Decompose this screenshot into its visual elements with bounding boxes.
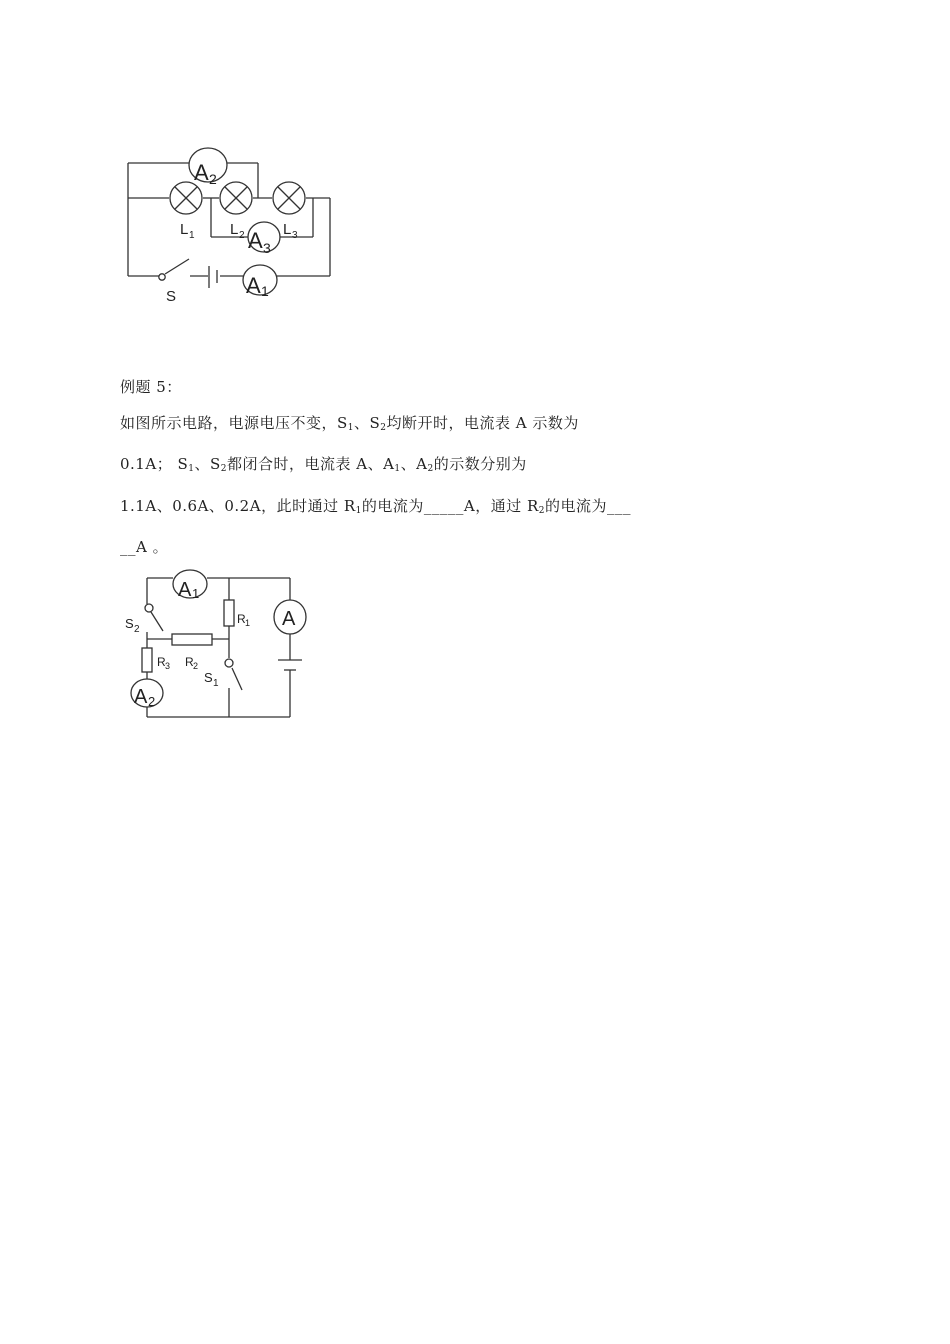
resistor-r2-label: R (185, 655, 194, 669)
ammeter-a2-subscript: 2 (209, 171, 217, 187)
resistor-r1-icon (224, 600, 234, 626)
lamp-l3-icon (273, 182, 305, 214)
example-line-4 (120, 537, 168, 557)
lamp-l2-label: L (230, 221, 239, 238)
example-line-2 (120, 454, 527, 479)
resistor-r3-icon (142, 648, 152, 672)
text-segment: 、S (354, 414, 381, 432)
subscript: 2 (380, 423, 387, 433)
ammeter-a2-subscript: 2 (148, 694, 156, 709)
text-segment: 、S (194, 455, 221, 473)
ammeter-a1-label: A (246, 273, 261, 298)
lamp-l2-icon (220, 182, 252, 214)
ammeter-a1-subscript: 1 (261, 283, 269, 299)
example-line-1 (120, 413, 579, 438)
ammeter-a3-subscript: 3 (263, 240, 271, 256)
example-heading (120, 377, 182, 397)
subscript: 1 (347, 423, 355, 433)
circuit-diagram-1 (0, 0, 950, 330)
ammeter-a-label: A (282, 608, 296, 630)
switch-s1-label: S (204, 670, 213, 685)
lamp-l1-label: L (180, 221, 189, 238)
ammeter-a3-label: A (248, 228, 263, 253)
text-segment: 的电流为_____A，通过 R (361, 497, 539, 515)
text-segment: 的示数分别为 (433, 455, 527, 473)
text-segment: 0.1A； S (120, 455, 189, 473)
ammeter-a2-label: A (134, 686, 148, 708)
text-segment: 的电流为___ (545, 497, 632, 515)
resistor-r2-icon (172, 634, 212, 645)
lamp-l3-subscript: 3 (292, 230, 298, 241)
ammeter-a2-label: A (194, 160, 209, 185)
text-segment: 如图所示电路，电源电压不变，S (120, 414, 348, 432)
text-segment: __A 。 (120, 538, 169, 556)
text-segment: 都闭合时，电流表 A、A (226, 455, 395, 473)
lamp-l1-icon (170, 182, 202, 214)
circuit-diagram-2 (0, 560, 950, 730)
switch-s-label: S (166, 288, 177, 305)
lamp-l2-subscript: 2 (239, 230, 245, 241)
subscript: 1 (394, 464, 401, 474)
subscript: 2 (427, 464, 434, 474)
subscript: 2 (220, 464, 227, 474)
switch-s2-label: S (125, 616, 134, 631)
resistor-r3-label: R (157, 655, 166, 669)
example-heading-text: 例题 5： (120, 378, 182, 396)
text-segment: 均断开时，电流表 A 示数为 (386, 414, 579, 432)
text-segment: 、A (400, 455, 428, 473)
lamp-l1-subscript: 1 (189, 230, 195, 241)
subscript: 1 (188, 464, 195, 474)
text-segment: 1.1A、0.6A、0.2A，此时通过 R (120, 497, 356, 515)
switch-s2-subscript: 2 (134, 624, 140, 635)
ammeter-a1-subscript: 1 (192, 586, 200, 601)
resistor-r3-subscript: 3 (165, 661, 171, 671)
example-line-3 (120, 496, 631, 521)
resistor-r2-subscript: 2 (193, 661, 199, 671)
lamp-l3-label: L (283, 221, 292, 238)
subscript: 1 (355, 506, 362, 516)
resistor-r1-label: R (237, 612, 246, 626)
ammeter-a1-label: A (178, 579, 192, 601)
resistor-r1-subscript: 1 (245, 618, 251, 628)
switch-s1-subscript: 1 (213, 678, 219, 689)
subscript: 2 (538, 506, 546, 516)
